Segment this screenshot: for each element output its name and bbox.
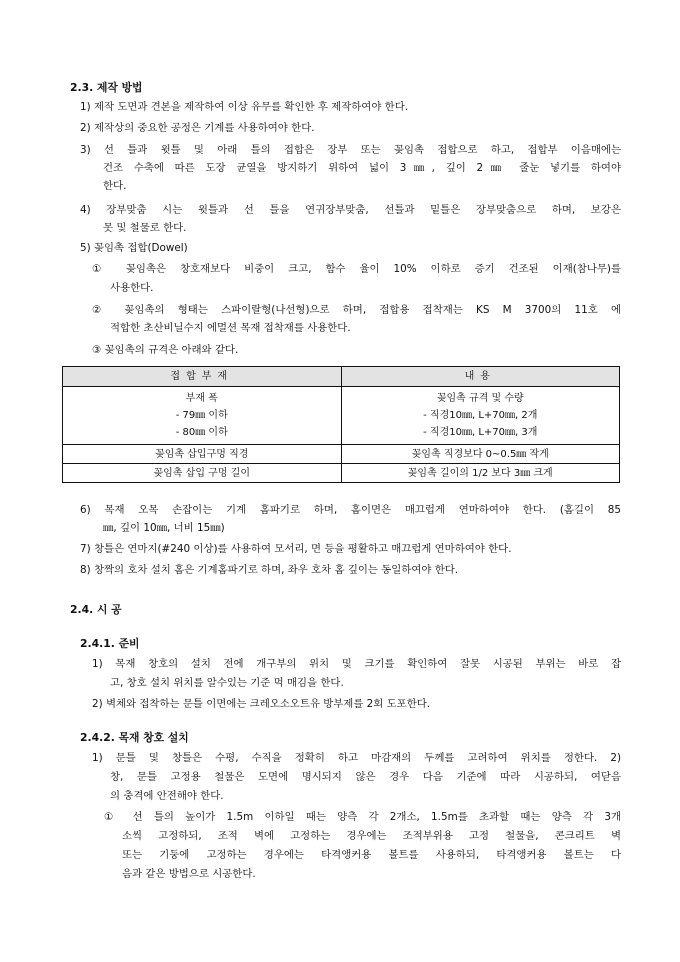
prep-item-2: 2) 벽체와 접착하는 문틀 이면에는 크레오소오트유 방부제를 2회 도포한다. [92,698,431,710]
install-sub-item-1-line3: 또는 기둥에 고정하는 경우에는 타격앵커용 볼트를 사용하되, 타격앵커용 볼트는 다 [122,849,621,861]
subsection-title-2-4-2: 2.4.2. 목재 창호 설치 [80,731,189,744]
table-header-left: 접합부재 [63,367,342,387]
table-cell: 꽂임촉 길이의 1/2 보다 3㎜ 크게 [341,464,620,483]
table-cell: 꽂임촉 직경보다 0~0.5㎜ 작게 [341,445,620,464]
section-title-2-4: 2.4. 시 공 [70,603,122,616]
list-item-2: 2) 제작상의 중요한 공정은 기계를 사용하여야 한다. [80,122,315,134]
section-title-2-3: 2.3. 제작 방법 [70,81,143,94]
cell-line: - 79㎜ 이하 [175,410,228,421]
cell-line: - 직경10㎜, L+70㎜, 3개 [423,427,538,438]
prep-item-1-line2: 고, 창호 설치 위치를 알수있는 기준 먹 매김을 한다. [110,677,344,689]
sub-item-1-line2: 사용한다. [110,282,154,294]
install-sub-item-1-line4: 음과 같은 방법으로 시공한다. [122,868,256,880]
list-item-3-line3: 한다. [103,180,127,192]
subsection-title-2-4-1: 2.4.1. 준비 [80,637,140,650]
list-item-7: 7) 창틀은 연마지(#240 이상)를 사용하여 모서리, 면 등을 평활하고 매끄럽게 연마하여야 한다. [80,543,512,555]
list-item-3-line2: 건조 수축에 따른 도장 균열을 방지하기 위하여 넓이 3㎜, 깊이 2㎜ 줄눈 넣기를 하여야 [103,162,621,174]
prep-item-1-line1: 1) 목재 창호의 설치 전에 개구부의 위치 및 크기를 확인하여 잘못 시공된 부위는 바로 잡 [92,658,621,670]
sub-item-3: ③ 꽂임촉의 규격은 아래와 같다. [92,344,239,356]
table-row [63,387,620,445]
cell-line: - 직경10㎜, L+70㎜, 2개 [423,410,538,421]
list-item-8: 8) 창짝의 호차 설치 홈은 기계홈파기로 하며, 좌우 호차 홈 깊이는 동일하여야 한다. [80,564,459,576]
sub-item-1-line1: ① 꽂임촉은 창호재보다 비중이 크고, 함수 율이 10% 이하로 증기 건조된 이재(참나무)를 [92,263,621,275]
table-cell: 꽂임촉 삽입 구멍 길이 [63,464,342,483]
cell-line: 부재 폭 [185,393,218,404]
cell-line: 꽂임촉 규격 및 수량 [436,393,524,404]
table-row [63,464,620,483]
list-item-4-line1: 4) 장부맞춤 시는 윗틀과 선 틀을 연귀장부맞춤, 선틀과 밑틀은 장부맞춤으로 하며, 보강은 [80,204,621,216]
table-header-right: 내용 [341,367,620,387]
install-sub-item-1-line1: ① 선 틀의 높이가 1.5m 이하일 때는 양측 각 2개소, 1.5m를 초과할 때는 양측 각 3개 [104,811,621,823]
list-item-1: 1) 제작 도면과 견본을 제작하여 이상 유무를 확인한 후 제작하여야 한다. [80,101,409,113]
table-cell-dowel-spec [341,387,620,445]
list-item-5: 5) 꽂임촉 접합(Dowel) [80,242,188,254]
cell-line: - 80㎜ 이하 [175,427,228,438]
install-item-1-line3: 의 충격에 안전해야 한다. [110,790,224,802]
sub-item-2-line1: ② 꽂임촉의 형태는 스파이랄형(나선형)으로 하며, 접합용 접착재는 KS M 3700의 11호 에 [92,304,621,316]
list-item-6-line1: 6) 목재 오목 손잡이는 기계 홈파기로 하며, 홈이면은 매끄럽게 연마하여야 한다. (홈길이 85 [80,504,621,516]
dowel-spec-table [62,366,620,483]
list-item-4-line2: 못 및 철물로 한다. [103,222,187,234]
install-item-1-line1: 1) 문틀 및 창틀은 수평, 수직을 정확히 하고 마감재의 두께를 고려하여 위치를 정한다. 2) [92,752,621,764]
sub-item-2-line2: 적합한 초산비닐수지 에멀션 목재 접착재를 사용한다. [110,322,351,334]
list-item-6-line2: ㎜, 깊이 10㎜, 너비 15㎜) [103,522,225,534]
table-cell-member-width [63,387,342,445]
table-header-row [63,367,620,387]
table-row [63,445,620,464]
install-item-1-line2: 창, 문틀 고정용 철물은 도면에 명시되지 않은 경우 다음 기준에 따라 시공하되, 여닫음 [110,771,621,783]
list-item-3-line1: 3) 선 틀과 윗틀 및 아래 틀의 접합은 장부 또는 꽂임촉 접합으로 하고, 접합부 이음매에는 [80,144,621,156]
install-sub-item-1-line2: 소씩 고정하되, 조적 벽에 고정하는 경우에는 조적부위용 고정 철물을, 콘크리트 벽 [122,830,621,842]
table-cell: 꽂임촉 삽입구멍 직경 [63,445,342,464]
